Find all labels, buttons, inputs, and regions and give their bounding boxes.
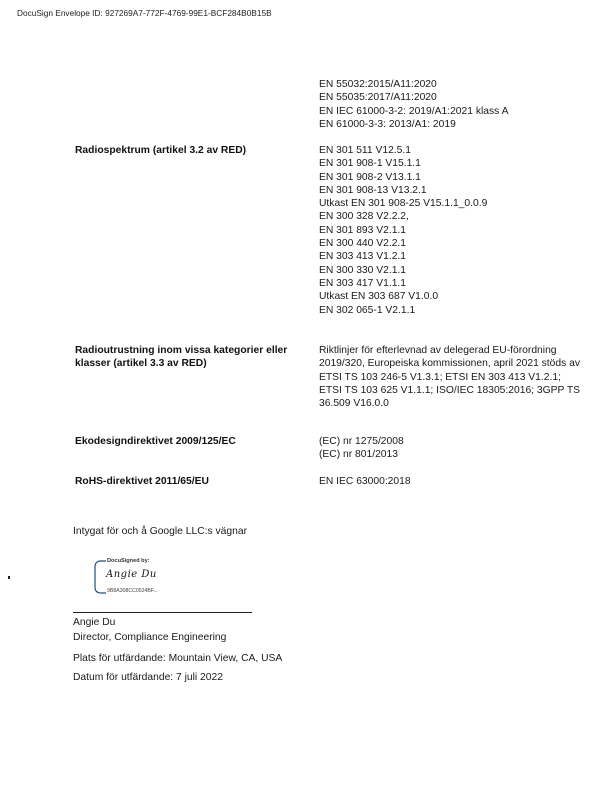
standard-item: EN 301 908-2 V13.1.1: [319, 171, 421, 183]
on-behalf-statement: Intygat för och å Google LLC:s vägnar: [73, 526, 248, 537]
standard-item: EN 55035:2017/A11:2020: [319, 92, 437, 104]
envelope-id: DocuSign Envelope ID: 927269A7-772F-4769-99E1-BCF284B0B15B: [17, 8, 272, 18]
place-of-issue: Plats för utfärdande: Mountain View, CA, USA: [73, 653, 283, 664]
standard-item: EN 61000-3-3: 2013/A1: 2019: [319, 118, 456, 130]
standard-item: EN 300 330 V2.1.1: [319, 264, 407, 276]
standard-item: EN 301 511 V12.5.1: [319, 145, 411, 156]
radio-spectrum-standards-list: [319, 144, 589, 317]
signer-title: Director, Compliance Engineering: [73, 632, 227, 643]
standard-item: EN 300 328 V2.2.2,: [319, 211, 409, 223]
section-label-radio-spectrum: Radiospektrum (artikel 3.2 av RED): [75, 145, 247, 156]
standard-item: Utkast EN 303 687 V1.0.0: [319, 291, 439, 303]
standard-item: (EC) nr 1275/2008: [319, 436, 404, 447]
signer-name: Angie Du: [73, 617, 116, 628]
standard-item: EN IEC 63000:2018: [319, 476, 411, 487]
ecodesign-standards-list: [319, 435, 589, 462]
standard-item: EN 301 893 V2.1.1: [319, 224, 407, 236]
date-of-issue: Datum för utfärdande: 7 juli 2022: [73, 672, 223, 683]
docusign-signature-box: [94, 558, 194, 598]
docusigned-by-label: DocuSigned by:: [107, 558, 150, 564]
standard-item: EN 301 908-1 V15.1.1: [319, 158, 421, 170]
stray-mark: [8, 576, 10, 579]
standard-item: EN 300 440 V2.2.1: [319, 238, 407, 250]
standard-item: EN 302 065-1 V2.1.1: [319, 304, 416, 316]
standard-item: EN 303 417 V1.1.1: [319, 277, 407, 289]
rohs-standards-list: [319, 475, 589, 488]
section-label-rohs: RoHS-direktivet 2011/65/EU: [75, 476, 209, 487]
section-label-radio-equipment: Radioutrustning inom vissa kategorier eller klasser (artikel 3.3 av RED): [75, 345, 288, 370]
standard-item: EN 301 908-13 V13.2.1: [319, 184, 427, 196]
standard-item: Utkast EN 301 908-25 V15.1.1_0.0.9: [319, 198, 488, 210]
standard-item: EN 303 413 V1.2.1: [319, 251, 407, 263]
standard-item: (EC) nr 801/2013: [319, 449, 398, 461]
standard-item: EN IEC 61000-3-2: 2019/A1:2021 klass A: [319, 105, 509, 117]
guideline-text: Riktlinjer för efterlevnad av delegerad EU-förordning 2019/320, Europeiska kommissionen, april 2021 stöds av: [319, 345, 581, 370]
radio-equipment-standards-list: [319, 344, 581, 410]
handwritten-signature: Angie Du: [106, 569, 157, 580]
signature-hash: 9B8A308CC0524BF...: [107, 588, 158, 594]
standard-item: ETSI TS 103 246-5 V1.3.1; ETSI EN 303 413 V1.2.1; ETSI TS 103 625 V1.1.1; ISO/IEC 18305:2016; 3GPP TS 36.509 V16.0.0: [319, 371, 581, 410]
signature-line: [73, 612, 252, 613]
section-label-ecodesign: Ekodesigndirektivet 2009/125/EC: [75, 436, 236, 447]
emc-standards-list: [319, 78, 589, 131]
standard-item: EN 55032:2015/A11:2020: [319, 79, 437, 90]
